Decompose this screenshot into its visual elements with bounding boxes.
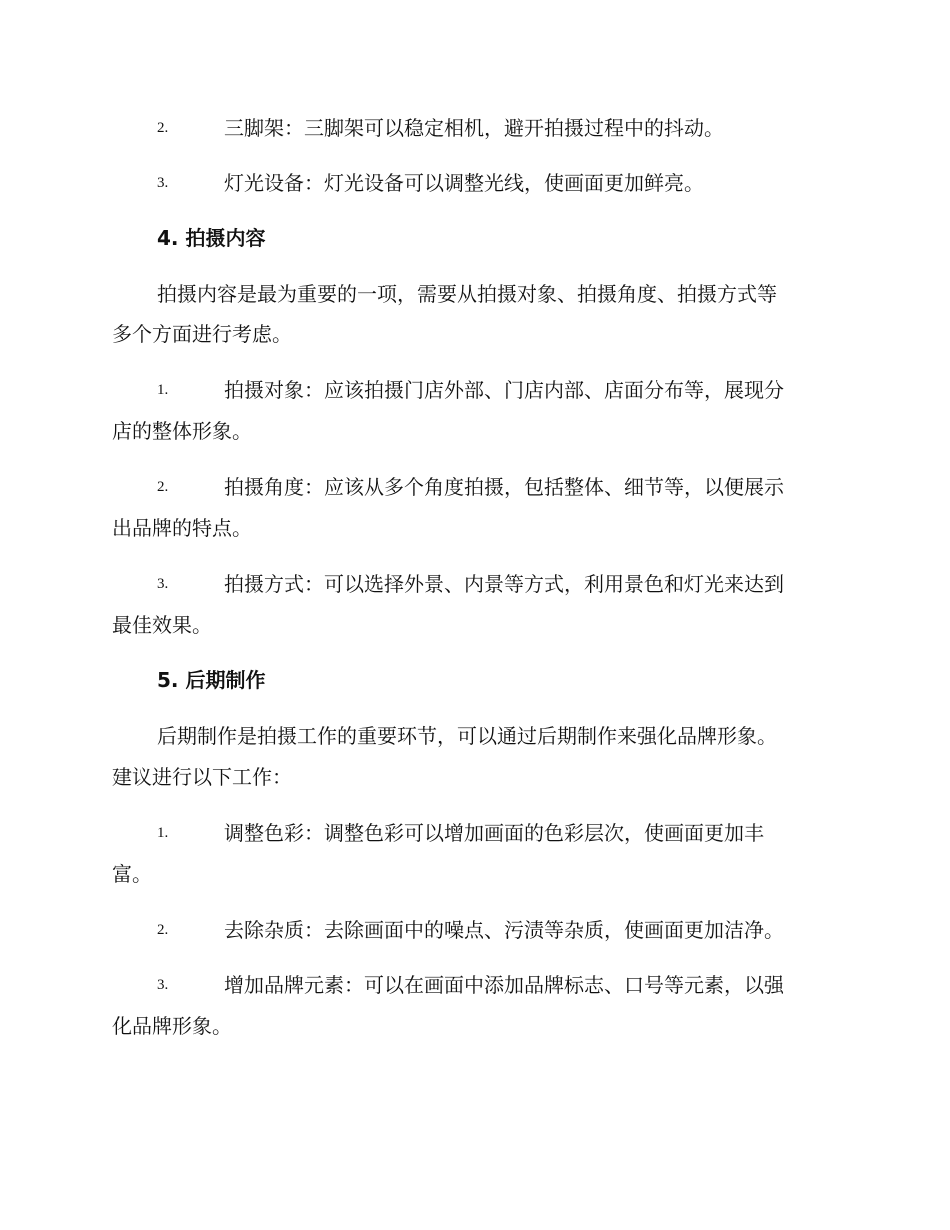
list-item-continuation: 店的整体形象。	[112, 419, 252, 443]
list-item-text: 调整色彩：调整色彩可以增加画面的色彩层次，使画面更加丰	[224, 821, 764, 845]
list-number: 1.	[157, 825, 169, 841]
list-item-text: 拍摄方式：可以选择外景、内景等方式，利用景色和灯光来达到	[224, 572, 784, 596]
list-item-continuation: 化品牌形象。	[112, 1014, 232, 1038]
list-number: 2.	[157, 120, 169, 136]
list-number: 1.	[157, 382, 169, 398]
list-item-text: 灯光设备：灯光设备可以调整光线，使画面更加鲜亮。	[224, 171, 704, 195]
paragraph-line: 拍摄内容是最为重要的一项，需要从拍摄对象、拍摄角度、拍摄方式等	[157, 282, 777, 306]
paragraph-line: 后期制作是拍摄工作的重要环节，可以通过后期制作来强化品牌形象。	[157, 724, 777, 748]
paragraph-line: 建议进行以下工作：	[112, 765, 292, 789]
list-item-continuation: 出品牌的特点。	[112, 516, 252, 540]
list-item-text: 拍摄对象：应该拍摄门店外部、门店内部、店面分布等，展现分	[224, 378, 784, 402]
list-number: 3.	[157, 175, 169, 191]
list-number: 2.	[157, 922, 169, 938]
list-item-text: 去除杂质：去除画面中的噪点、污渍等杂质，使画面更加洁净。	[224, 918, 784, 942]
list-item-continuation: 富。	[112, 862, 152, 886]
list-item-text: 三脚架：三脚架可以稳定相机，避开拍摄过程中的抖动。	[224, 116, 724, 140]
list-item-text: 拍摄角度：应该从多个角度拍摄，包括整体、细节等，以便展示	[224, 475, 784, 499]
list-item-text: 增加品牌元素：可以在画面中添加品牌标志、口号等元素，以强	[224, 973, 784, 997]
paragraph-line: 多个方面进行考虑。	[112, 322, 292, 346]
section-heading: 5. 后期制作	[157, 668, 266, 692]
list-number: 2.	[157, 479, 169, 495]
list-number: 3.	[157, 576, 169, 592]
section-heading: 4. 拍摄内容	[157, 226, 266, 250]
list-item-continuation: 最佳效果。	[112, 613, 212, 637]
list-number: 3.	[157, 977, 169, 993]
